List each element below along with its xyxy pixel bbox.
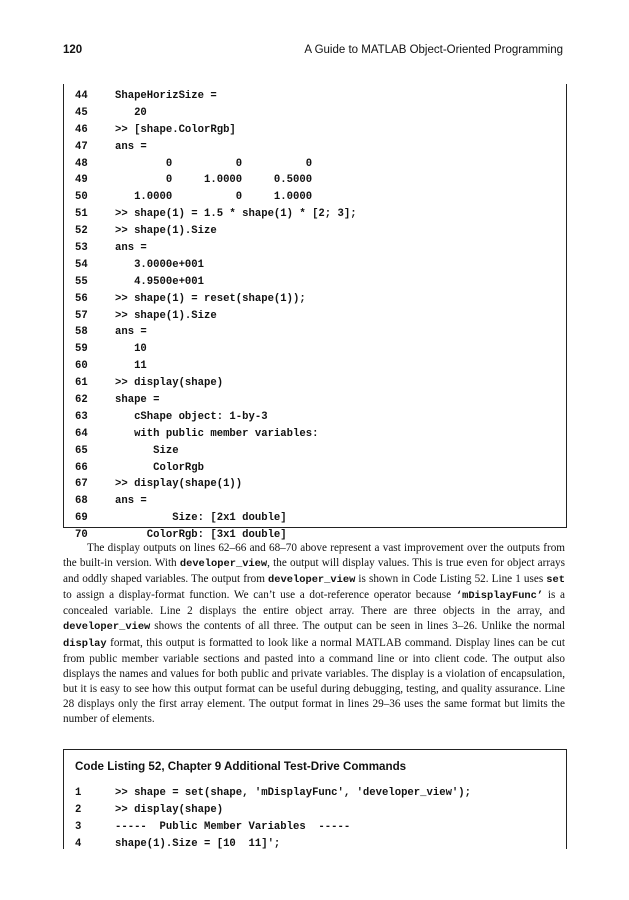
listing-title: Code Listing 52, Chapter 9 Additional Test-Drive Commands <box>75 760 407 773</box>
code-line <box>75 493 357 510</box>
code-lines <box>75 785 471 853</box>
code-text: >> shape(1) = 1.5 * shape(1) * [2; 3]; <box>115 208 357 221</box>
code-line <box>75 426 357 443</box>
line-number: 56 <box>75 292 88 305</box>
code-line <box>75 274 357 291</box>
text-run: to assign a display-format function. We can’t use a dot-reference operator because <box>63 589 456 602</box>
code-line <box>75 836 471 853</box>
line-number: 67 <box>75 478 88 491</box>
code-line <box>75 358 357 375</box>
code-text: >> display(shape) <box>115 377 224 390</box>
code-text: >> [shape.ColorRgb] <box>115 123 236 136</box>
line-number: 62 <box>75 394 88 407</box>
code-text: >> shape(1) = reset(shape(1)); <box>115 292 306 305</box>
code-text: ans = <box>115 495 147 508</box>
line-number: 64 <box>75 427 88 440</box>
line-number: 58 <box>75 326 88 339</box>
code-line <box>75 223 357 240</box>
code-line <box>75 802 471 819</box>
code-text: shape(1).Size = [10 11]'; <box>115 837 281 850</box>
line-number: 2 <box>75 803 82 816</box>
code-line <box>75 122 357 139</box>
line-number: 59 <box>75 343 88 356</box>
line-number: 1 <box>75 787 82 799</box>
code-text: 10 <box>115 343 147 356</box>
code-text: 11 <box>115 360 147 373</box>
code-line <box>75 819 471 836</box>
line-number: 69 <box>75 512 88 525</box>
code-text: >> shape(1).Size <box>115 309 217 322</box>
line-number: 57 <box>75 309 88 322</box>
code-line <box>75 409 357 426</box>
code-text: 0 1.0000 0.5000 <box>115 174 313 187</box>
code-line <box>75 375 357 392</box>
inline-code: developer_view <box>268 574 356 587</box>
code-text: with public member variables: <box>115 427 319 440</box>
code-lines <box>75 88 357 544</box>
line-number: 49 <box>75 174 88 187</box>
code-line <box>75 172 357 189</box>
code-text: 3.0000e+001 <box>115 258 205 271</box>
line-number: 46 <box>75 123 88 136</box>
inline-code: developer_view <box>63 621 151 634</box>
code-line <box>75 291 357 308</box>
line-number: 65 <box>75 444 88 457</box>
line-number: 50 <box>75 191 88 204</box>
book-title: A Guide to MATLAB Object-Oriented Programming <box>304 44 563 56</box>
line-number: 60 <box>75 360 88 373</box>
code-text: >> display(shape) <box>115 803 224 816</box>
line-number: 3 <box>75 820 82 833</box>
code-line <box>75 443 357 460</box>
code-text: ColorRgb <box>115 461 205 474</box>
text-run: The display outputs on lines 62–66 and 68–70 above represent a vast improvement over the outputs from the built-in version. With <box>63 542 565 570</box>
line-number: 48 <box>75 157 88 170</box>
line-number: 55 <box>75 275 88 288</box>
text-run: is shown in Code Listing 52. Line 1 uses <box>355 573 547 586</box>
line-number: 63 <box>75 410 88 423</box>
code-text: ans = <box>115 326 147 339</box>
code-line <box>75 785 471 802</box>
code-text: Size <box>115 444 179 457</box>
code-text: 1.0000 0 1.0000 <box>115 191 313 204</box>
code-line <box>75 476 357 493</box>
line-number: 52 <box>75 225 88 238</box>
text-run: shows the contents of all three. The output can be seen in lines 3–26. Unlike the normal <box>150 620 565 633</box>
code-line <box>75 510 357 527</box>
code-text: 20 <box>115 106 147 119</box>
code-line <box>75 105 357 122</box>
code-line <box>75 189 357 206</box>
code-line <box>75 460 357 477</box>
line-number: 70 <box>75 529 88 542</box>
code-text: >> shape(1).Size <box>115 225 217 238</box>
code-text: shape = <box>115 394 160 407</box>
code-line <box>75 392 357 409</box>
code-text: cShape object: 1-by-3 <box>115 410 268 423</box>
line-number: 61 <box>75 377 88 390</box>
inline-code: developer_view <box>179 558 268 571</box>
code-listing-continued <box>63 84 567 542</box>
code-listing-52 <box>63 749 567 849</box>
code-line <box>75 341 357 358</box>
page-number: 120 <box>63 44 83 56</box>
code-line <box>75 88 357 105</box>
line-number: 66 <box>75 461 88 474</box>
line-number: 4 <box>75 837 82 850</box>
running-header <box>63 44 563 60</box>
code-text: >> shape = set(shape, 'mDisplayFunc', 'developer_view'); <box>115 787 472 799</box>
inline-code: set <box>546 574 565 587</box>
code-text: ans = <box>115 140 147 153</box>
body-paragraph <box>63 541 565 727</box>
line-number: 45 <box>75 106 88 119</box>
inline-code: ‘mDisplayFunc’ <box>455 590 544 603</box>
code-text: ----- Public Member Variables ----- <box>115 820 351 833</box>
code-text: ans = <box>115 242 147 255</box>
code-text: 4.9500e+001 <box>115 275 205 288</box>
line-number: 68 <box>75 495 88 508</box>
line-number: 44 <box>75 90 88 102</box>
code-line <box>75 156 357 173</box>
line-number: 51 <box>75 208 88 221</box>
text-run: , the output will display values. This is true even for object arrays and oddly shaped variables. The output from <box>63 557 565 586</box>
code-text: 0 0 0 <box>115 157 313 170</box>
inline-code: display <box>63 637 107 650</box>
code-text: >> display(shape(1)) <box>115 478 243 491</box>
text-run: format, this output is formatted to look like a normal MATLAB command. Display lines can be cut from public member variable sections and pasted into a command line or into client code. The output also displays the names and values for both public and private variables. The display is a violation of encapsulation, but it is easy to see how this output format can be useful during debugging, testing, and quality assurance. Line 28 displays only the first array element. The output format in lines 29–36 uses the same format but limits the number of elements. <box>63 636 565 726</box>
line-number: 47 <box>75 140 88 153</box>
code-line <box>75 257 357 274</box>
code-line <box>75 206 357 223</box>
code-text: ShapeHorizSize = <box>115 90 217 102</box>
line-number: 53 <box>75 242 88 255</box>
code-line <box>75 240 357 257</box>
code-line <box>75 139 357 156</box>
code-line <box>75 324 357 341</box>
text-run: is a concealed variable. Line 2 displays the entire object array. There are three objects in the array, and <box>63 589 565 618</box>
code-line <box>75 308 357 325</box>
code-text: ColorRgb: [3x1 double] <box>115 529 287 542</box>
code-text: Size: [2x1 double] <box>115 512 287 525</box>
line-number: 54 <box>75 258 88 271</box>
